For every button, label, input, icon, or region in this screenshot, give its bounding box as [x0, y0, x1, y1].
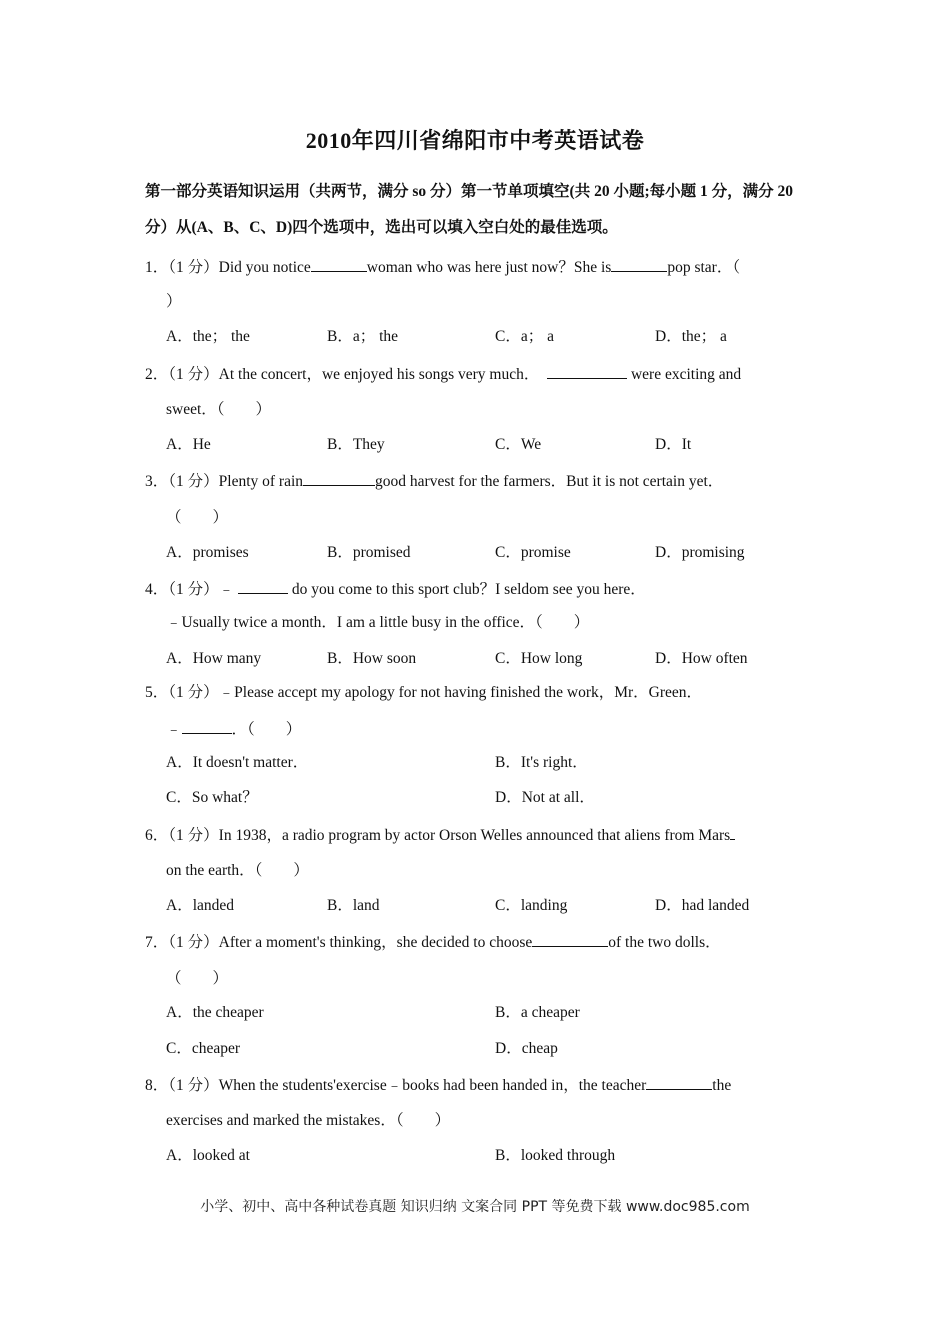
question-6-cont: on the earth．（ ）	[166, 862, 309, 879]
option-a: A．promises	[166, 544, 249, 561]
option-a: A．It doesn't matter．	[166, 754, 309, 771]
option-d: D．How often	[655, 650, 748, 667]
question-6	[145, 824, 735, 846]
question-number: 4．	[145, 581, 169, 598]
question-5-cont	[166, 718, 301, 740]
question-score: （1 分）	[168, 827, 219, 844]
question-score: （1 分）	[168, 473, 219, 490]
option-b: B．They	[327, 436, 385, 453]
question-score: （1 分）	[168, 684, 219, 701]
question-3	[145, 470, 723, 492]
answer-blank	[547, 363, 627, 379]
option-c: C．a； a	[495, 328, 554, 345]
question-number: 8．	[145, 1077, 169, 1094]
question-text: When the students'exercise﹣books had been handed in，the teacher	[218, 1077, 647, 1094]
option-c: C．How long	[495, 650, 583, 667]
question-1	[145, 256, 807, 278]
option-d: D．Not at all．	[495, 789, 595, 806]
question-text: In 1938，a radio program by actor Orson Welles announced that aliens from Mars	[218, 827, 731, 844]
option-a: A．How many	[166, 650, 262, 667]
option-c: C．landing	[495, 897, 568, 914]
option-b: B．looked through	[495, 1147, 616, 1164]
question-number: 3．	[145, 473, 169, 490]
question-number: 5．	[145, 684, 169, 701]
option-a: A．He	[166, 436, 211, 453]
question-text: ﹣Please accept my apology for not having finished the work，Mr．Green．	[218, 684, 703, 701]
page-title: 2010年四川省绵阳市中考英语试卷	[305, 128, 645, 153]
option-d: D．the； a	[655, 328, 727, 345]
question-text: After a moment's thinking，she decided to choose	[218, 934, 533, 951]
option-c: C．So what？	[166, 789, 258, 806]
option-d: D．cheap	[495, 1040, 558, 1057]
question-4	[145, 578, 646, 600]
answer-blank	[238, 578, 288, 594]
question-text: good harvest for the farmers．But it is not certain yet．	[375, 473, 724, 490]
answer-blank	[611, 256, 667, 272]
question-number: 2．	[145, 366, 169, 383]
question-text: pop star．（	[667, 259, 741, 276]
option-d: D．It	[655, 436, 692, 453]
option-b: B．a； the	[327, 328, 399, 345]
question-7-cont: （ ）	[166, 970, 229, 987]
option-a: A．the cheaper	[166, 1004, 264, 1021]
section-instructions: 第一部分英语知识运用（共两节，满分 so 分）第一节单项填空(共 20 小题;每小题 1 分，满分 20 分）从(A、B、C、D)四个选项中，选出可以填入空白处的最佳选项。	[145, 183, 793, 236]
question-text: ．（ ）	[231, 721, 302, 738]
question-5	[145, 683, 702, 703]
option-b: B．How soon	[327, 650, 417, 667]
question-text: Plenty of rain	[218, 473, 304, 490]
option-d: D．had landed	[655, 897, 750, 914]
question-text: At the concert，we enjoyed his songs very much．	[218, 366, 540, 383]
option-b: B．It's right．	[495, 754, 588, 771]
question-text: ﹣	[166, 721, 182, 738]
option-d: D．promising	[655, 544, 745, 561]
answer-blank	[730, 824, 735, 840]
question-score: （1 分）	[168, 581, 219, 598]
question-3-cont: （ ）	[166, 509, 229, 526]
question-4-cont: ﹣Usually twice a month．I am a little busy in the office．（ ）	[166, 614, 590, 631]
question-2-cont: sweet．（ ）	[166, 401, 272, 418]
question-text: of the two dolls．	[608, 934, 721, 951]
question-text: the	[712, 1077, 732, 1094]
page-footer: 小学、初中、高中各种试卷真题 知识归纳 文案合同 PPT 等免费下载 www.doc985.com	[200, 1199, 750, 1215]
option-c: C．cheaper	[166, 1040, 241, 1057]
option-b: B．promised	[327, 544, 411, 561]
question-score: （1 分）	[168, 934, 219, 951]
option-a: A．landed	[166, 897, 235, 914]
question-8	[145, 1074, 731, 1096]
option-b: B．a cheaper	[495, 1004, 580, 1021]
question-text: Did you notice	[218, 259, 311, 276]
option-c: C．promise	[495, 544, 571, 561]
answer-blank	[182, 718, 232, 734]
question-score: （1 分）	[168, 366, 219, 383]
answer-blank	[646, 1074, 712, 1090]
option-c: C．We	[495, 436, 542, 453]
answer-blank	[532, 931, 608, 947]
question-text: ﹣	[218, 581, 235, 598]
question-7	[145, 931, 721, 953]
question-text: woman who was here just now？She is	[366, 259, 612, 276]
question-text: were exciting and	[630, 366, 742, 383]
question-8-cont: exercises and marked the mistakes．（ ）	[166, 1112, 451, 1129]
question-1-cont: ）	[166, 293, 182, 310]
question-score: （1 分）	[168, 259, 219, 276]
question-text: do you come to this sport club？I seldom see you here．	[291, 581, 646, 598]
option-a: A．the； the	[166, 328, 250, 345]
option-a: A．looked at	[166, 1147, 250, 1164]
question-score: （1 分）	[168, 1077, 219, 1094]
question-number: 7．	[145, 934, 169, 951]
answer-blank	[311, 256, 367, 272]
answer-blank	[303, 470, 375, 486]
option-b: B．land	[327, 897, 380, 914]
question-2	[145, 363, 741, 385]
question-number: 1．	[145, 259, 169, 276]
question-number: 6．	[145, 827, 169, 844]
